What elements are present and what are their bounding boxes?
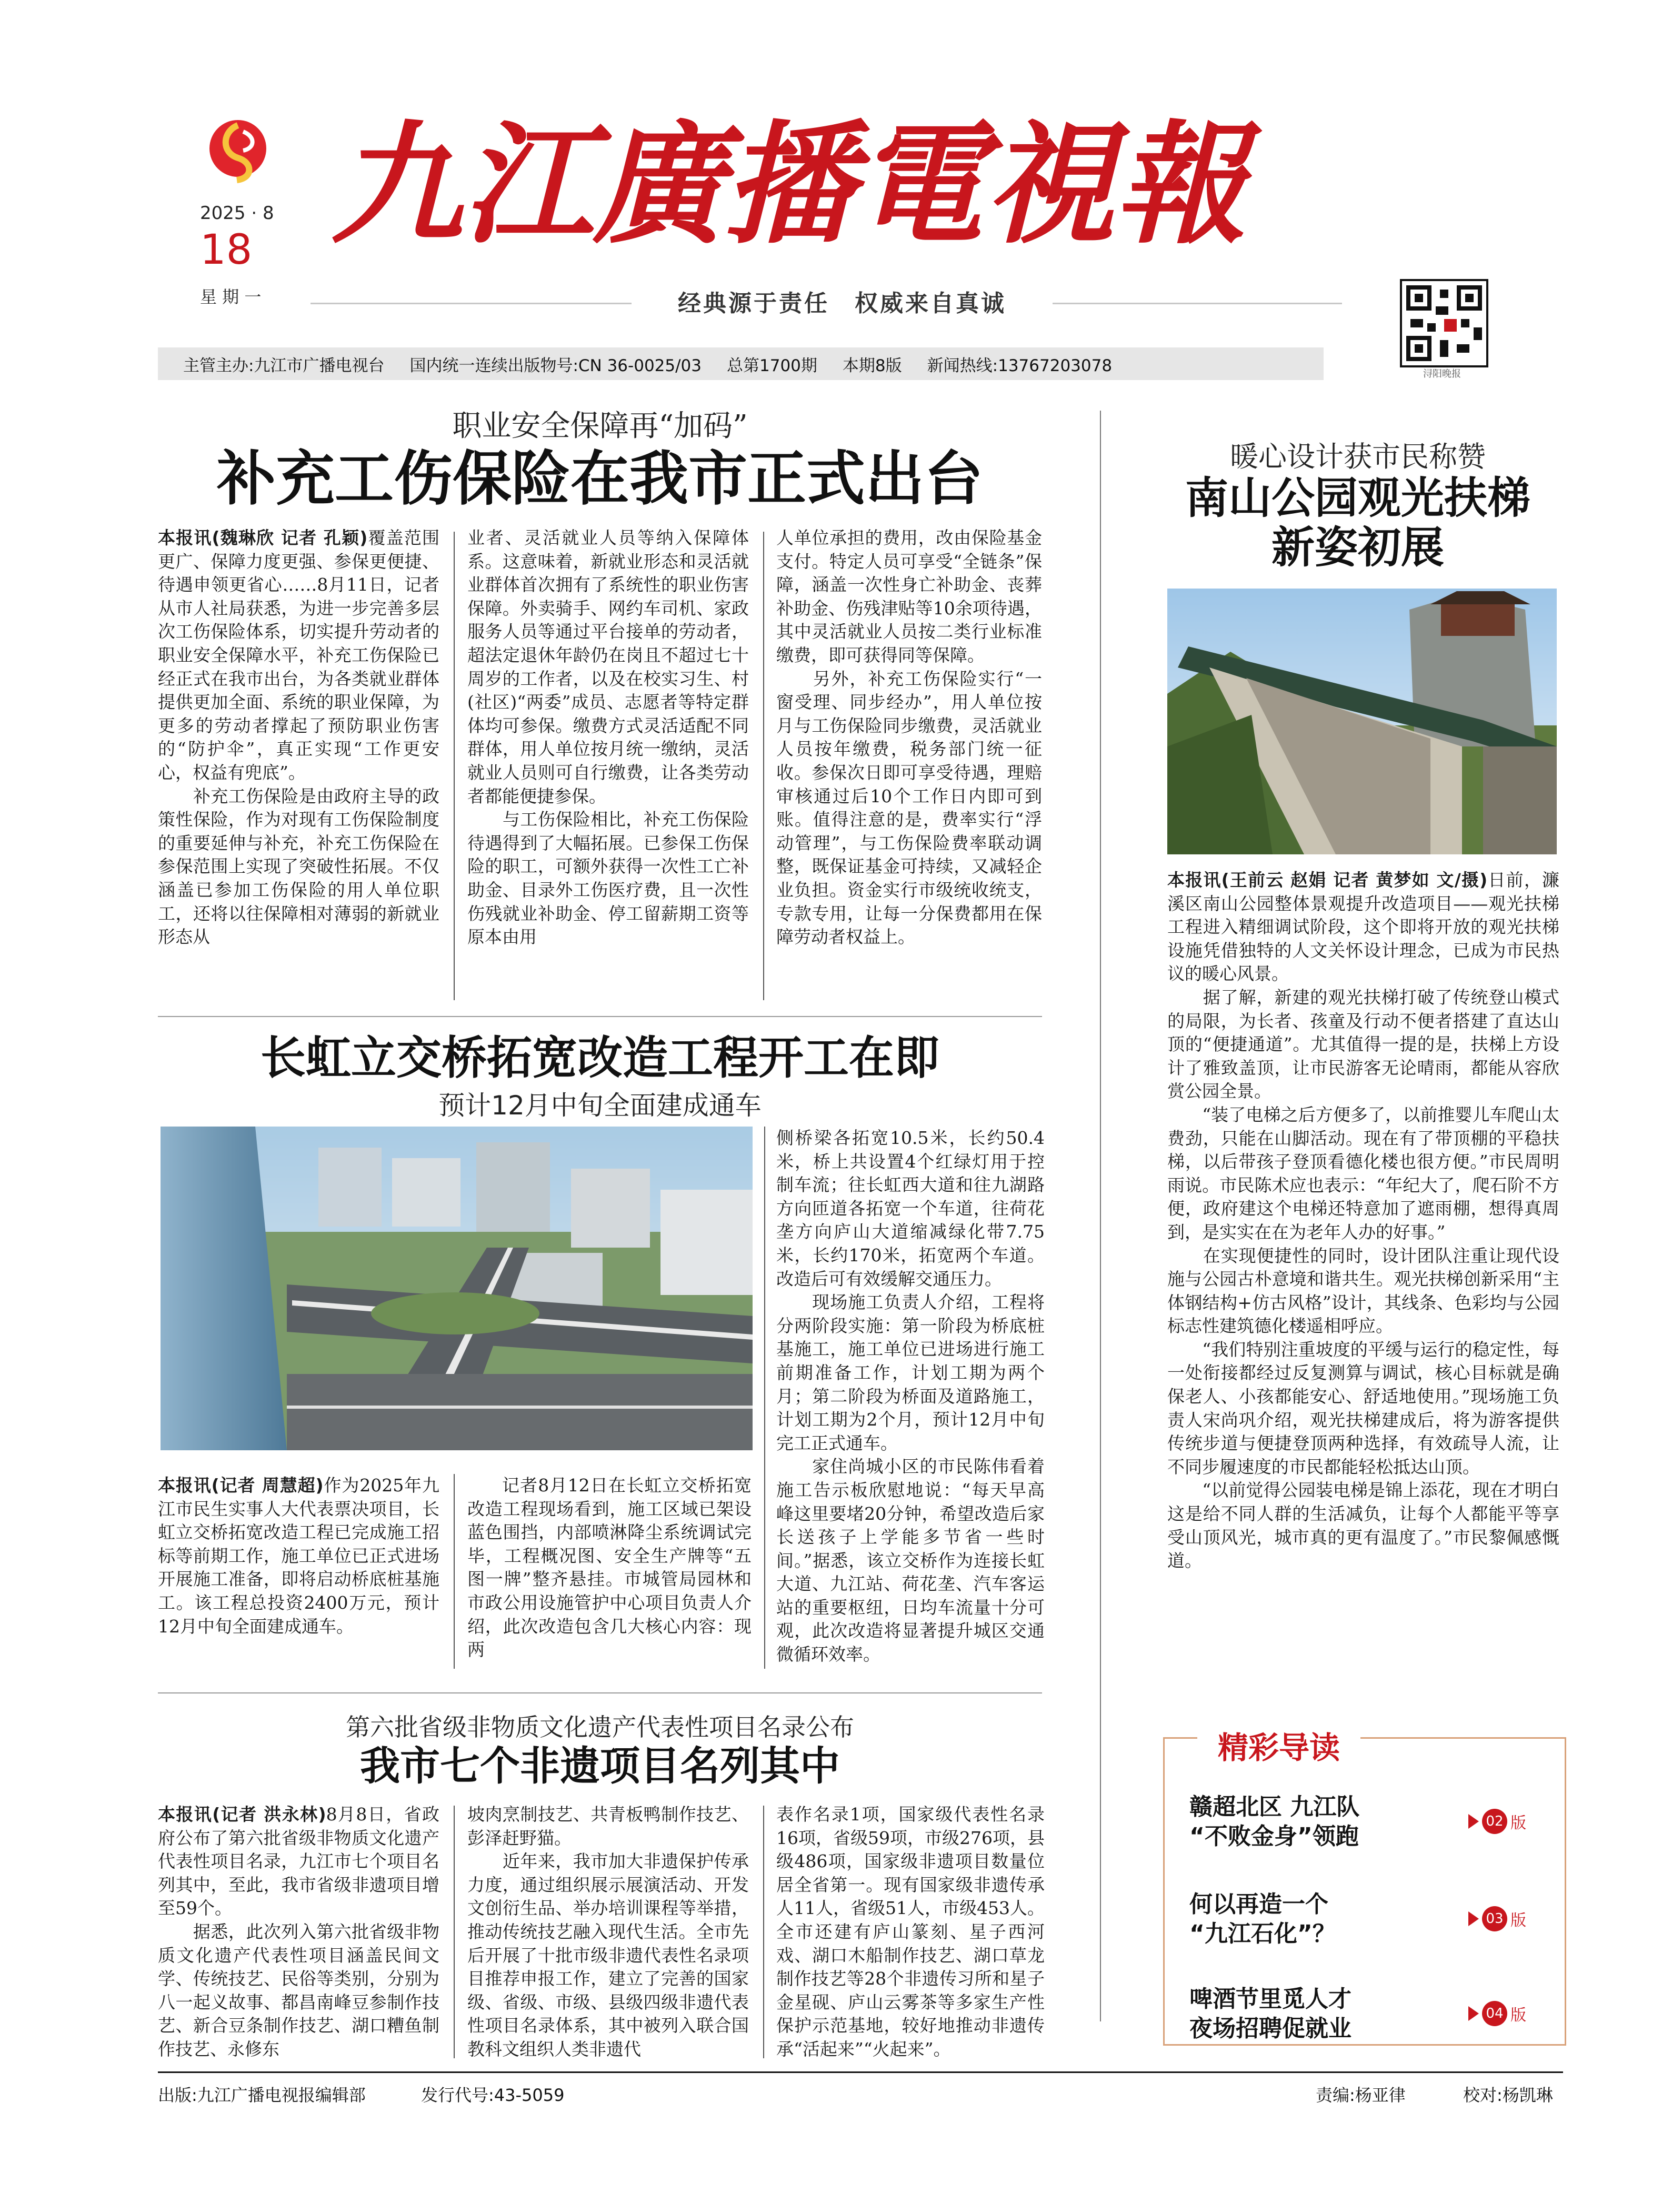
article3-col1-text: 作为2025年九江市民生实事人大代表票决项目，长虹立交桥拓宽改造工程已完成施工招标等前期工作，施工单位已正式进场开展施工准备，即将启动桥底桩基施工。该工程总投资2400万元，预计12月中旬全面建成通车。 (158, 1475, 439, 1637)
column-divider (763, 1806, 764, 2058)
article1-byline: 本报讯(魏琳欣 记者 孔颖) (158, 527, 368, 548)
arrow-right-icon (1468, 2006, 1479, 2021)
date-weekday: 星 期 一 (200, 286, 262, 307)
qr-code-icon (1400, 279, 1488, 367)
newspaper-title: 九江廣播電視報 (332, 107, 1245, 262)
news-hotline: 新闻热线:13767203078 (927, 356, 1113, 375)
article4-byline: 本报讯(记者 洪永林) (158, 1804, 326, 1825)
article2-byline: 本报讯(王前云 赵娟 记者 黄梦如 文/摄) (1167, 870, 1488, 890)
page-badge[interactable] (1468, 1999, 1547, 2028)
slogan: 经典源于责任 权威来自真诚 (632, 284, 1053, 318)
article3-column-2: 记者8月12日在长虹立交桥拓宽改造工程现场看到，施工区域已架设蓝色围挡，内部喷淋降尘系统调试完毕，工程概况图、安全生产牌等“五图一牌”整齐悬挂。市城管局园林和市政公用设施管护中心项目负责人介绍，此次改造包含几大核心内容：现两 (467, 1475, 752, 1660)
page-number: 03 (1482, 1906, 1507, 1931)
page-number: 02 (1482, 1809, 1507, 1834)
highlight-line2: 夜场招聘促就业 (1189, 2015, 1351, 2042)
article3-column-3: 侧桥梁各拓宽10.5米，长约50.4米，桥上共设置4个红绿灯用于控制车流；往长虹西大道和往九湖路方向匝道各拓宽一个车道，往荷花垄方向庐山大道缩减绿化带7.75米，长约170米，拓宽两个车道。改造后可有效缓解交通压力。 现场施工负责人介绍，工程将分两阶段实施：第一阶段为桥底桩基施工，施工单位已进场进行施工前期准备工作，计划工期为两个月；第二阶段为桥面及道路施工，计划工期为2个月，预计12月中旬完工正式通车。 家住尚城小区的市民陈伟看着施工告示板欣慰地说：“每天早高峰这里要堵20分钟，希望改造后家长送孩子上学能多节省一些时间。”据悉，该立交桥作为连接长虹大道、九江站、荷花垄、汽车客运站的重要枢纽，日均车流量十分可观，此次改造将显著提升城区交通微循环效率。 (776, 1128, 1045, 1665)
info-bar (158, 347, 1324, 380)
issue-date (200, 203, 289, 308)
column-divider (763, 532, 764, 1000)
article1-kicker: 职业安全保障再“加码” (452, 409, 748, 443)
page-number: 04 (1482, 2001, 1507, 2026)
highlights-title: 精彩导读 (1197, 1729, 1360, 1766)
highlight-line2: “不败金身”领跑 (1189, 1823, 1359, 1850)
footer-publisher: 出版:九江广播电视报编辑部 (158, 2085, 366, 2105)
page-suffix: 版 (1510, 1911, 1526, 1930)
date-day: 18 (200, 226, 253, 274)
article3-headline: 长虹立交桥拓宽改造工程开工在即 (261, 1032, 939, 1084)
page-count: 本期8版 (842, 356, 902, 375)
article2-body-text: 日前，濂溪区南山公园整体景观提升改造项目——观光扶梯工程进入精细调试阶段，这个即将开放的观光扶梯设施凭借独特的人文关怀设计理念，已成为市民热议的暖心风景。 据了解，新建的观光扶梯打破了传统登山模式的局限，为长者、孩童及行动不便者搭建了直达山顶的“便捷通道”。尤其值得一提的是，扶梯上方设计了雅致盖顶，让市民游客无论晴雨，都能从容欣赏公园全景。 “装了电梯之后方便多了，以前推婴儿车爬山太费劲，只能在山脚活动。现在有了带顶棚的平稳扶梯，以后带孩子登顶看德化楼也很方便。”市民周明雨说。市民陈术应也表示：“年纪大了，爬石阶不方便，政府建这个电梯还特意加了遮雨棚，想得真周到，是实实在在为老年人办的好事。” 在实现便捷性的同时，设计团队注重让现代设施与公园古朴意境和谐共生。观光扶梯创新采用“主体钢结构+仿古风格”设计，其线条、色彩均与公园标志性建筑德化楼遥相呼应。 “我们特别注重坡度的平缓与运行的稳定性，每一处衔接都经过反复测算与调试，核心目标就是确保老人、小孩都能安心、舒适地使用。”现场施工负责人宋尚巩介绍，观光扶梯建成后，将为游客提供传统步道与便捷登顶两种选择，有效疏导人流，让不同步履速度的市民都能轻松抵达山顶。 “以前觉得公园装电梯是锦上添花，现在才明白这是给不同人群的生活减负，让每个人都能平等享受山顶风光，城市真的更有温度了。”市民黎佩感慨道。 (1167, 870, 1559, 1571)
article1-headline: 补充工伤保险在我市正式出台 (217, 445, 983, 513)
section-divider (158, 1016, 1042, 1017)
arrow-right-icon (1468, 1911, 1479, 1926)
logo-icon (206, 116, 269, 190)
cn-number: 国内统一连续出版物号:CN 36-0025/03 (409, 356, 702, 375)
page-badge[interactable] (1468, 1904, 1547, 1934)
highlight-line1: 何以再造一个 (1189, 1891, 1328, 1918)
article2-headline-line1: 南山公园观光扶梯 (1185, 473, 1530, 523)
date-year-month: 2025 · 8 (200, 203, 274, 224)
page-suffix: 版 (1510, 2006, 1526, 2025)
qr-caption: 浔阳晚报 (1423, 368, 1461, 380)
column-divider (454, 1806, 455, 2058)
sidebar-divider (1100, 411, 1101, 2021)
article2-headline-line2: 新姿初展 (1271, 523, 1444, 573)
article1-column-1 (158, 526, 439, 1008)
article3-subhead: 预计12月中旬全面建成通车 (438, 1090, 762, 1121)
article2-body (1167, 869, 1559, 1682)
highlight-line1: 啤酒节里觅人才 (1189, 1986, 1351, 2012)
column-divider (454, 532, 455, 1000)
article3-column-1 (158, 1474, 439, 1674)
article4-column-3: 表作名录1项，国家级代表性名录16项，省级59项，市级276项，县级486项，国家级非遗项目数量位居全省第一。现有国家级非遗传承人11人，省级51人，市级453人。全市还建有庐山篆刻、星子西河戏、湖口木船制作技艺、湖口草龙制作技艺等28个非遗传习所和星子金星砚、庐山云雾茶等多家生产性保护示范基地，较好地推动非遗传承“活起来”“火起来”。 (776, 1804, 1045, 2059)
page-badge[interactable] (1468, 1807, 1547, 1836)
column-divider (454, 1474, 455, 1669)
highlight-line1: 赣超北区 九江队 (1189, 1793, 1360, 1820)
highlight-line2: “九江石化”？ (1189, 1920, 1336, 1947)
article4-headline: 我市七个非遗项目名列其中 (360, 1742, 840, 1789)
footer-rule (158, 2071, 1563, 2073)
article1-column-3: 人单位承担的费用，改由保险基金支付。特定人员可享受“全链条”保障，涵盖一次性身亡补助金、丧葬补助金、伤残津贴等10余项待遇，其中灵活就业人员按二类行业标准缴费，即可获得同等保障。 另外，补充工伤保险实行“一窗受理、同步经办”，用人单位按月与工伤保险同步缴费，灵活就业人员按年缴费，税务部门统一征收。参保次日即可享受待遇，理赔审核通过后10个工作日内即可到账。值得注意的是，费率实行“浮动管理”，与工伤保险费率联动调整，既保证基金可持续，又减轻企业负担。资金实行市级统收统支，专款专用，让每一分保费都用在保障劳动者权益上。 (776, 527, 1042, 948)
article4-column-1 (158, 1803, 439, 2066)
article1-column-2: 业者、灵活就业人员等纳入保障体系。这意味着，新就业形态和灵活就业群体首次拥有了系统性的职业伤害保障。外卖骑手、网约车司机、家政服务人员等通过平台接单的劳动者，超法定退休年龄仍在岗且不超过七十周岁的工作者，以及在校实习生、村(社区)“两委”成员、志愿者等特定群体均可参保。缴费方式灵活适配不同群体，用人单位按月统一缴纳，灵活就业人员则可自行缴费，让各类劳动者都能便捷参保。 与工伤保险相比，补充工伤保险待遇得到了大幅拓展。已参保工伤保险的职工，可额外获得一次性工亡补助金、目录外工伤医疗费，且一次性伤残就业补助金、停工留薪期工资等原本由用 (467, 527, 749, 948)
footer (158, 2077, 1563, 2108)
bridge-rendering-photo (161, 1127, 753, 1450)
article4-column-2: 坡肉烹制技艺、共青板鸭制作技艺、彭泽赶野猫。 近年来，我市加大非遗保护传承力度，通过组织展示展演活动、开发文创衍生品、举办培训课程等举措，推动传统技艺融入现代生活。全市先后开展了十批市级非遗代表性名录项目推荐申报工作，建立了完善的国家级、省级、市级、县级四级非遗代表性项目名录体系，其中被列入联合国教科文组织人类非遗代 (467, 1804, 749, 2059)
article4-kicker: 第六批省级非物质文化遗产代表性项目名录公布 (346, 1713, 854, 1741)
article1-col1-text: 覆盖范围更广、保障力度更强、参保更便捷、待遇申领更省心……8月11日，记者从市人社局获悉，为进一步完善多层次工伤保险体系，切实提升劳动者的职业安全保障水平，补充工伤保险已经正式在我市出台，为各类就业群体提供更加全面、系统的职业保障，为更多的劳动者撑起了预防职业伤害的“防护伞”，真正实现“工作更安心，权益有兜底”。 补充工伤保险是由政府主导的政策性保险，作为对现有工伤保险制度的重要延伸与补充，补充工伤保险在参保范围上实现了突破性拓展。不仅涵盖已参加工伤保险的用人单位职工，还将以往保障相对薄弱的新就业形态从 (158, 527, 439, 948)
article2-kicker: 暖心设计获市民称赞 (1230, 440, 1486, 473)
page-suffix: 版 (1510, 1814, 1526, 1832)
sponsor: 主管主办:九江市广播电视台 (183, 356, 385, 375)
section-divider (158, 1692, 1042, 1693)
article3-byline: 本报讯(记者 周慧超) (158, 1475, 324, 1496)
article4-col1-text: 8月8日，省政府公布了第六批省级非物质文化遗产代表性项目名录，九江市七个项目名列其中，至此，我市省级非遗项目增至59个。 据悉，此次列入第六批省级非物质文化遗产代表性项目涵盖民间文学、传统技艺、民俗等类别，分别为八一起义故事、都昌南峰豆参制作技艺、新合豆条制作技艺、湖口糟鱼制作技艺、永修东 (158, 1804, 439, 2059)
arrow-right-icon (1468, 1814, 1479, 1829)
footer-editor: 责编:杨亚律 (1316, 2085, 1406, 2105)
escalator-photo (1167, 589, 1557, 854)
column-divider (764, 1127, 765, 1669)
issue-number: 总第1700期 (727, 356, 817, 375)
footer-distribution: 发行代号:43-5059 (421, 2085, 565, 2105)
footer-proofreader: 校对:杨凯琳 (1463, 2085, 1553, 2105)
